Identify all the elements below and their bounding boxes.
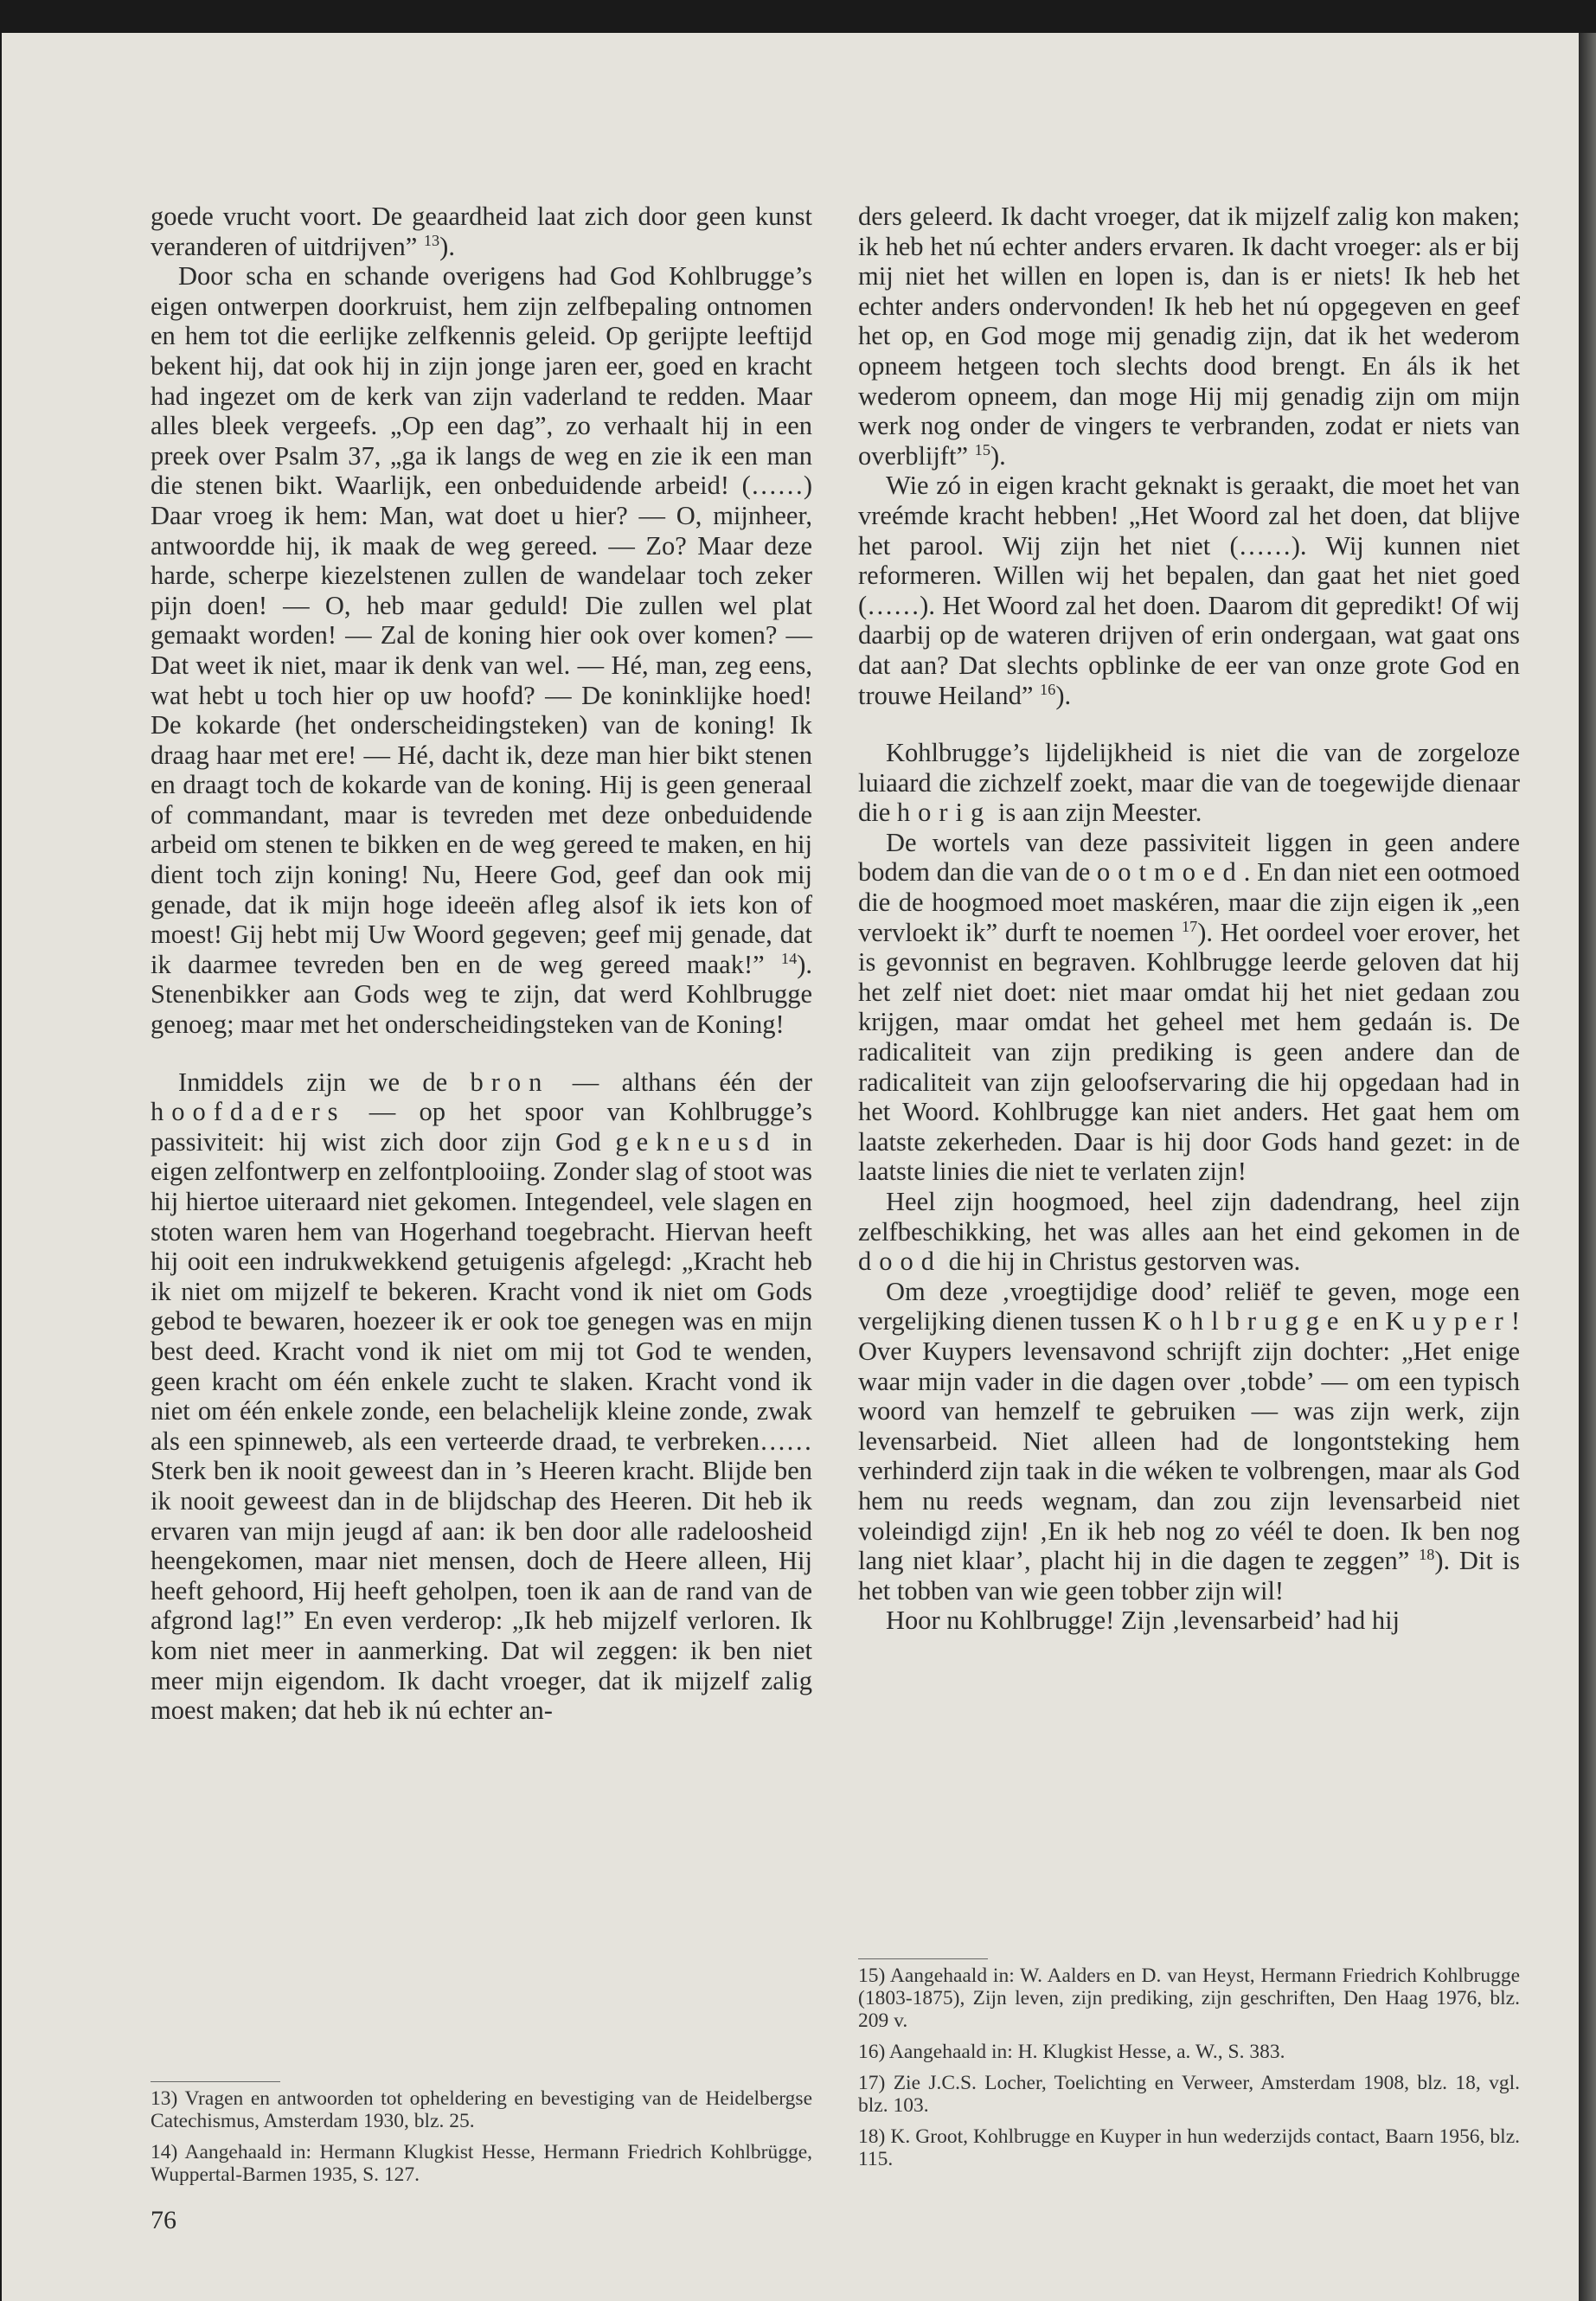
footnote-ref: 15 [974, 440, 990, 458]
footnote: 14) Aangehaald in: Hermann Klugkist Hesse, Hermann Friedrich Kohlbrügge, Wuppertal-Barmen 1935, S. 127. [151, 2141, 812, 2186]
paragraph: ders geleerd. Ik dacht vroeger, dat ik mijzelf zalig kon maken; ik heb het nú echter anders ervaren. Ik dacht vroeger: als er bij mij niet het willen en lopen is, dan is er niets! Ik heb het echter anders ondervonden! Ik heb het nú opgegeven en geef het op, en God moge mij genadig zijn, dat ik het wederom opneem hetgeen toch slechts dood brengt. En áls ik het wederom opneem, dan moge Hij mij genadig zijn om mijn werk nog onder de vingers te verbranden, zodat er niets van overblijft” $^{15}$). [858, 202, 1520, 471]
paragraph: goede vrucht voort. De geaardheid laat zich door geen kunst veranderen of uitdrijven” $^{13}$). [151, 202, 812, 261]
paragraph: Door scha en schande overigens had God Kohlbrugge’s eigen ontwerpen doorkruist, hem zijn zelfbepaling ontnomen en hem tot die eerlijke zelfkennis geleid. Op gerijpte leeftijd bekent hij, dat ook hij in zijn jonge jaren eer, goed en kracht had ingezet om de kerk van zijn vaderland te redden. Maar alles bleek vergeefs. „Op een dag”, zo verhaalt hij in een preek over Psalm 37, „ga ik langs de weg en zie ik een man die stenen bikt. Waarlijk, een onbeduidende arbeid! (……) Daar vroeg ik hem: Man, wat doet u hier? — O, mijnheer, antwoordde hij, ik maak de weg gereed. — Zo? Maar deze harde, scherpe kiezelstenen zullen de wandelaar toch zeker pijn doen! — O, heb maar geduld! Die zullen wel plat gemaakt worden! — Zal de koning hier ook over komen? — Dat weet ik niet, maar ik denk van wel. — Hé, man, zeg eens, wat hebt u toch hier op uw hoofd? — De koninklijke hoed! De kokarde (het onderscheidingsteken) van de koning! Ik draag haar met ere! — Hé, dacht ik, deze man hier bikt stenen en draagt toch de kokarde van de koning. Hij is geen generaal of commandant, maar is tevreden met deze onbeduidende arbeid om stenen te bikken en de weg gereed te maken, en hij dient toch zijn koning! Nu, Heere God, geef dan ook mij genade, dat ik mijn hoge ideeën afleg alsof ik iets kon of moest! Gij hebt mij Uw Woord gegeven; geef mij genade, dat ik daarmee tevreden ben en de weg gereed maak!” $^{14}$). Stenenbikker aan Gods weg te zijn, dat werd Kohlbrugge genoeg; maar met het onderscheidingsteken van de Koning! [151, 261, 812, 1040]
footnote-ref: 16 [1040, 680, 1056, 698]
footnote-divider [858, 1958, 988, 1959]
footnote-ref: 14 [780, 949, 798, 967]
right-text-column [858, 202, 1520, 1636]
footnote-ref: 18 [1419, 1545, 1435, 1563]
paragraph: Om deze ‚vroegtijdige dood’ reliëf te geven, moge een vergelijking dienen tussen Kohlbrugge en Kuyper! Over Kuypers levensavond schrijft zijn dochter: „Het enige waar mijn vader in die dagen over ‚tobde’ — om een typisch woord van hemzelf te gebruiken — was zijn werk, zijn levensarbeid. Niet alleen had de longontsteking hem verhinderd zijn taak in die wéken te volbrengen, maar als God hem nu reeds wegnam, dan zou zijn levensarbeid niet voleindigd zijn! ‚En ik heb nog zo véél te doen. Ik ben nog lang niet klaar’, placht hij in die dagen te zeggen” $^{18}$). Dit is het tobben van wie geen tobber zijn wil! [858, 1276, 1520, 1606]
footnote: 13) Vragen en antwoorden tot opheldering en bevestiging van de Heidelbergse Catechismus, Amsterdam 1930, blz. 25. [151, 2087, 812, 2132]
footnotes-left [151, 2087, 812, 2195]
paragraph: Wie zó in eigen kracht geknakt is geraakt, die moet het van vreémde kracht hebben! „Het Woord zal het doen, dat blijve het parool. Wij zijn het niet (……). Wij kunnen niet reformeren. Willen wij het bepalen, dan gaat het niet goed (……). Het Woord zal het doen. Daarom dit gepredikt! Of wij daarbij op de wateren drijven of erin ondergaan, wat gaat ons dat aan? Dat slechts opblinke de eer van onze grote God en trouwe Heiland” $^{16}$). [858, 471, 1520, 710]
scanned-page [2, 33, 1579, 2301]
book-edge [1579, 33, 1596, 2301]
footnote: 16) Aangehaald in: H. Klugkist Hesse, a. W., S. 383. [858, 2041, 1285, 2063]
footnotes-right [858, 1965, 1520, 2179]
footnote: 17) Zie J.C.S. Locher, Toelichting en Verweer, Amsterdam 1908, blz. 18, vgl. blz. 103. [858, 2072, 1520, 2117]
page-number: 76 [151, 2206, 176, 2234]
footnote-ref: 13 [423, 231, 440, 249]
paragraph: Inmiddels zijn we de bron — althans één der hoofdaders — op het spoor van Kohlbrugge’s passiviteit: hij wist zich door zijn God gekneusd in eigen zelfontwerp en zelfontplooiing. Zonder slag of stoot was hij hiertoe uiteraard niet gekomen. Integendeel, vele slagen en stoten waren hem van Hogerhand toegebracht. Hiervan heeft hij ooit een indrukwekkend getuigenis afgelegd: „Kracht heb ik niet om mijzelf te bekeren. Kracht vond ik niet om Gods gebod te bewaren, hoezeer ik er ook toe genegen was en mijn best deed. Kracht vond ik niet om mij tot God te wenden, geen kracht om één enkele zucht te slaken. Kracht vond ik niet om één enkele zonde, een belachelijk kleine zonde, zwak als een spinneweb, als een verteerde draad, te verbreken…… Sterk ben ik nooit geweest dan in ’s Heeren kracht. Blijde ben ik nooit geweest dan in de blijdschap des Heeren. Dit heb ik ervaren van mijn jeugd af aan: ik ben door alle radeloosheid heengekomen, maar niet mensen, doch de Heere alleen, Hij heeft gehoord, Hij heeft geholpen, toen ik aan de rand van de afgrond lag!” En even verderop: „Ik heb mijzelf verloren. Ik kom niet meer in aanmerking. Dat wil zeggen: ik ben niet meer mijn eigendom. Ik dacht vroeger, dat ik mijzelf zalig moest maken; dat heb ik nú echter an- [151, 1067, 812, 1726]
paragraph: Kohlbrugge’s lijdelijkheid is niet die van de zorgeloze luiaard die zichzelf zoekt, maar die van de toegewijde dienaar die horig is aan zijn Meester. [858, 738, 1520, 828]
paragraph: Heel zijn hoogmoed, heel zijn dadendrang, heel zijn zelfbeschikking, het was alles aan het eind gekomen in de dood die hij in Christus gestorven was. [858, 1187, 1520, 1277]
footnote-ref: 17 [1181, 917, 1198, 935]
footnote: 18) K. Groot, Kohlbrugge en Kuyper in hun wederzijds contact, Baarn 1956, blz. 115. [858, 2125, 1520, 2170]
left-text-column [151, 202, 812, 1726]
footnote-divider [151, 2081, 280, 2082]
paragraph: De wortels van deze passiviteit liggen in geen andere bodem dan die van de ootmoed. En dan niet een ootmoed die de hoogmoed moet maskéren, maar die zijn eigen ik „een vervloekt ik” durft te noemen $^{17}$). Het oordeel voer erover, het is gevonnist en begraven. Kohlbrugge leerde geloven dat hij het zelf niet doet: niet maar omdat hij het niet gedaan zou krijgen, maar omdat het geheel met hem gedaán is. De radicaliteit van zijn prediking is geen andere dan de radicaliteit van zijn geloofservaring die hij opgedaan had in het Woord. Kohlbrugge kan niet anders. Het gaat hem om laatste zekerheden. Daar is hij door Gods hand gezet: in de laatste linies die niet te verlaten zijn! [858, 827, 1521, 1187]
paragraph: Hoor nu Kohlbrugge! Zijn ‚levensarbeid’ had hij [886, 1606, 1401, 1636]
footnote: 15) Aangehaald in: W. Aalders en D. van Heyst, Hermann Friedrich Kohlbrugge (1803-1875), Zijn leven, zijn prediking, zijn geschriften, Den Haag 1976, blz. 209 v. [858, 1965, 1520, 2032]
